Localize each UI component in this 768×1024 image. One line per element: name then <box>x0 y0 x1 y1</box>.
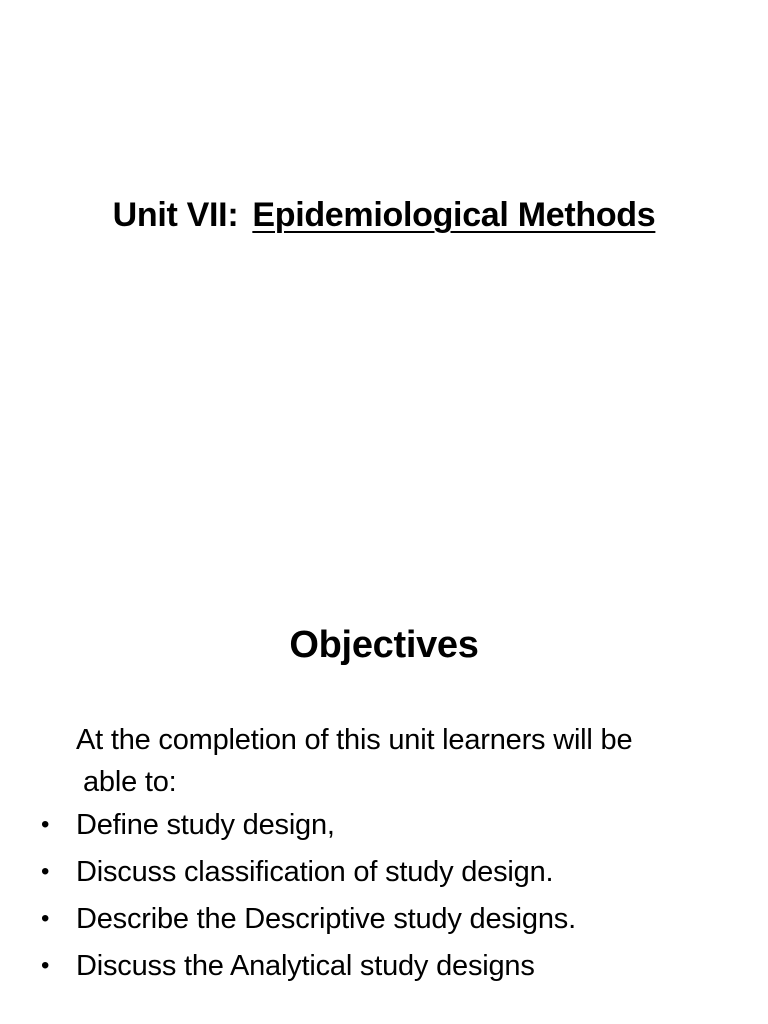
list-item <box>0 946 768 993</box>
objectives-slide <box>0 512 768 1024</box>
bullet-icon: • <box>41 905 50 932</box>
objectives-heading: Objectives <box>289 624 479 666</box>
unit-number: Unit VII: <box>112 196 239 234</box>
intro-line-1: At the completion of this unit learners will be <box>76 724 633 756</box>
objective-text: Define study design, <box>76 809 335 841</box>
unit-title <box>0 196 768 235</box>
objective-text: Discuss classification of study design. <box>76 856 554 888</box>
bullet-icon: • <box>41 952 50 979</box>
objective-text: Discuss the Analytical study designs <box>76 950 535 982</box>
objectives-intro <box>76 719 736 803</box>
objective-text: Describe the Descriptive study designs. <box>76 903 576 935</box>
list-item <box>0 852 768 899</box>
bullet-icon: • <box>41 811 50 838</box>
objectives-list <box>0 805 768 993</box>
list-item <box>0 805 768 852</box>
intro-line-2: able to: <box>83 766 177 798</box>
bullet-icon: • <box>41 858 50 885</box>
list-item <box>0 899 768 946</box>
unit-subject: Epidemiological Methods <box>252 196 656 234</box>
